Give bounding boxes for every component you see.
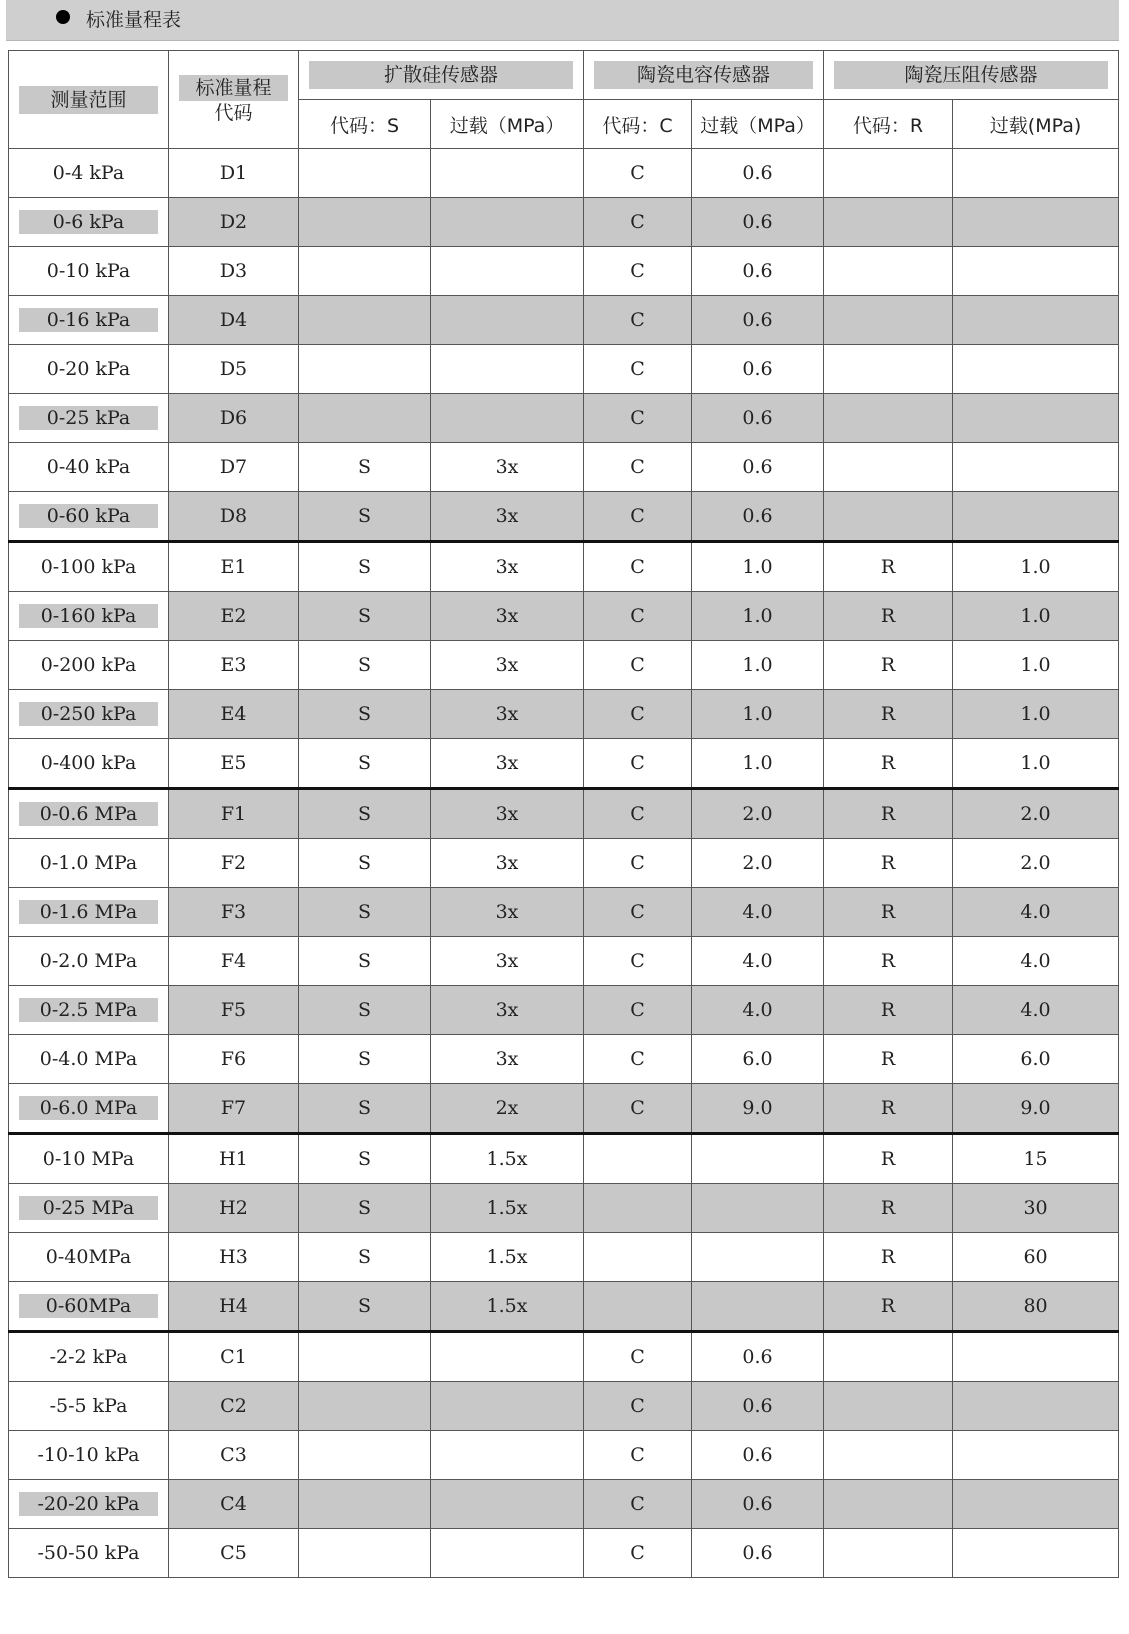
overload-s-cell bbox=[431, 1332, 584, 1382]
code-c-cell: C bbox=[584, 789, 692, 839]
code-r-cell: R bbox=[824, 986, 953, 1035]
code-c-cell: C bbox=[584, 443, 692, 492]
code-r-cell: R bbox=[824, 1282, 953, 1332]
overload-r-cell bbox=[953, 1529, 1119, 1578]
range-code-cell: D3 bbox=[169, 247, 299, 296]
overload-s-cell bbox=[431, 1431, 584, 1480]
code-s-cell: S bbox=[299, 492, 431, 542]
section-title: 标准量程表 bbox=[86, 9, 182, 31]
overload-r-cell: 4.0 bbox=[953, 986, 1119, 1035]
code-r-cell: R bbox=[824, 789, 953, 839]
overload-c-cell: 0.6 bbox=[692, 247, 824, 296]
range-code-cell: E3 bbox=[169, 641, 299, 690]
range-cell: 0-1.0 MPa bbox=[9, 839, 169, 888]
table-row bbox=[9, 1035, 1119, 1084]
overload-r-cell: 1.0 bbox=[953, 739, 1119, 789]
overload-c-cell: 1.0 bbox=[692, 592, 824, 641]
code-s-cell bbox=[299, 1431, 431, 1480]
overload-c-cell: 4.0 bbox=[692, 986, 824, 1035]
overload-s-cell: 3x bbox=[431, 739, 584, 789]
code-c-cell bbox=[584, 1233, 692, 1282]
code-s-cell: S bbox=[299, 839, 431, 888]
code-r-cell: R bbox=[824, 937, 953, 986]
overload-c-cell bbox=[692, 1233, 824, 1282]
overload-r-cell: 15 bbox=[953, 1134, 1119, 1184]
code-s-cell: S bbox=[299, 789, 431, 839]
code-r-cell bbox=[824, 296, 953, 345]
overload-r-cell: 80 bbox=[953, 1282, 1119, 1332]
code-r-cell: R bbox=[824, 1035, 953, 1084]
code-c-cell: C bbox=[584, 1084, 692, 1134]
overload-s-cell: 3x bbox=[431, 690, 584, 739]
overload-c-cell: 1.0 bbox=[692, 542, 824, 592]
overload-s-cell: 1.5x bbox=[431, 1282, 584, 1332]
code-s-cell: S bbox=[299, 690, 431, 739]
overload-c-cell: 0.6 bbox=[692, 1382, 824, 1431]
overload-c-cell: 0.6 bbox=[692, 149, 824, 198]
code-c-cell: C bbox=[584, 690, 692, 739]
code-r-cell bbox=[824, 198, 953, 247]
code-s-cell: S bbox=[299, 1282, 431, 1332]
code-s-cell bbox=[299, 247, 431, 296]
overload-c-cell: 2.0 bbox=[692, 839, 824, 888]
range-cell: -2-2 kPa bbox=[9, 1332, 169, 1382]
overload-c-cell: 4.0 bbox=[692, 888, 824, 937]
code-r-cell: R bbox=[824, 1233, 953, 1282]
range-cell: 0-25 kPa bbox=[9, 394, 169, 443]
overload-s-cell: 2x bbox=[431, 1084, 584, 1134]
code-r-cell: R bbox=[824, 739, 953, 789]
code-r-cell: R bbox=[824, 839, 953, 888]
code-c-cell: C bbox=[584, 986, 692, 1035]
range-cell: -50-50 kPa bbox=[9, 1529, 169, 1578]
range-code-cell: C3 bbox=[169, 1431, 299, 1480]
overload-r-cell bbox=[953, 198, 1119, 247]
overload-r-cell: 9.0 bbox=[953, 1084, 1119, 1134]
code-r-cell bbox=[824, 247, 953, 296]
code-s-cell bbox=[299, 394, 431, 443]
code-s-cell: S bbox=[299, 1084, 431, 1134]
overload-r-cell: 2.0 bbox=[953, 839, 1119, 888]
code-r-cell bbox=[824, 149, 953, 198]
range-cell: 0-6.0 MPa bbox=[9, 1084, 169, 1134]
overload-r-cell bbox=[953, 443, 1119, 492]
overload-r-cell bbox=[953, 296, 1119, 345]
range-code-cell: D1 bbox=[169, 149, 299, 198]
code-s-cell: S bbox=[299, 1134, 431, 1184]
overload-c-cell bbox=[692, 1184, 824, 1233]
range-cell: 0-6 kPa bbox=[9, 198, 169, 247]
table-row bbox=[9, 1529, 1119, 1578]
code-c-cell: C bbox=[584, 888, 692, 937]
code-r-cell: R bbox=[824, 888, 953, 937]
range-cell: -10-10 kPa bbox=[9, 1431, 169, 1480]
overload-s-cell: 3x bbox=[431, 789, 584, 839]
range-code-cell: D7 bbox=[169, 443, 299, 492]
overload-c-cell: 0.6 bbox=[692, 1529, 824, 1578]
code-s-cell bbox=[299, 1529, 431, 1578]
code-s-cell: S bbox=[299, 739, 431, 789]
range-cell: 0-25 MPa bbox=[9, 1184, 169, 1233]
code-s-cell bbox=[299, 149, 431, 198]
range-cell: 0-10 kPa bbox=[9, 247, 169, 296]
code-r-cell: R bbox=[824, 1134, 953, 1184]
range-cell: 0-0.6 MPa bbox=[9, 789, 169, 839]
overload-c-header: 过载（MPa） bbox=[692, 100, 824, 149]
overload-s-cell: 3x bbox=[431, 542, 584, 592]
table-row bbox=[9, 739, 1119, 789]
overload-s-cell bbox=[431, 198, 584, 247]
code-s-cell: S bbox=[299, 592, 431, 641]
range-cell: 0-40 kPa bbox=[9, 443, 169, 492]
range-cell: 0-160 kPa bbox=[9, 592, 169, 641]
group-header-ceramic-capacitive: 陶瓷电容传感器 bbox=[584, 51, 824, 100]
range-code-cell: E1 bbox=[169, 542, 299, 592]
code-c-cell: C bbox=[584, 345, 692, 394]
code-s-cell bbox=[299, 296, 431, 345]
range-code-cell: F5 bbox=[169, 986, 299, 1035]
range-cell: 0-20 kPa bbox=[9, 345, 169, 394]
range-code-cell: H4 bbox=[169, 1282, 299, 1332]
table-row bbox=[9, 492, 1119, 542]
code-s-cell: S bbox=[299, 986, 431, 1035]
code-c-cell: C bbox=[584, 492, 692, 542]
range-cell: 0-250 kPa bbox=[9, 690, 169, 739]
range-cell: 0-40MPa bbox=[9, 1233, 169, 1282]
code-c-cell: C bbox=[584, 839, 692, 888]
code-c-cell bbox=[584, 1184, 692, 1233]
overload-r-cell: 4.0 bbox=[953, 888, 1119, 937]
range-cell: 0-4.0 MPa bbox=[9, 1035, 169, 1084]
range-code-cell: F3 bbox=[169, 888, 299, 937]
table-row bbox=[9, 1332, 1119, 1382]
code-r-cell: R bbox=[824, 592, 953, 641]
overload-c-cell: 0.6 bbox=[692, 1431, 824, 1480]
overload-c-cell: 1.0 bbox=[692, 641, 824, 690]
overload-r-cell: 30 bbox=[953, 1184, 1119, 1233]
bullet-icon bbox=[56, 10, 70, 24]
code-s-cell: S bbox=[299, 1035, 431, 1084]
range-code-cell: F7 bbox=[169, 1084, 299, 1134]
overload-r-cell: 6.0 bbox=[953, 1035, 1119, 1084]
overload-c-cell: 0.6 bbox=[692, 198, 824, 247]
code-r-cell bbox=[824, 1382, 953, 1431]
code-r-cell: R bbox=[824, 641, 953, 690]
overload-r-cell bbox=[953, 247, 1119, 296]
code-r-cell bbox=[824, 1431, 953, 1480]
overload-c-cell: 0.6 bbox=[692, 1480, 824, 1529]
range-code-cell: H3 bbox=[169, 1233, 299, 1282]
table-row bbox=[9, 937, 1119, 986]
overload-c-cell: 2.0 bbox=[692, 789, 824, 839]
overload-c-cell: 9.0 bbox=[692, 1084, 824, 1134]
code-r-cell bbox=[824, 443, 953, 492]
overload-r-cell: 60 bbox=[953, 1233, 1119, 1282]
table-row bbox=[9, 198, 1119, 247]
code-s-cell: S bbox=[299, 1184, 431, 1233]
code-s-cell: S bbox=[299, 888, 431, 937]
section-title-bar bbox=[6, 0, 1119, 41]
overload-c-cell: 1.0 bbox=[692, 739, 824, 789]
overload-c-cell: 0.6 bbox=[692, 345, 824, 394]
overload-s-cell bbox=[431, 149, 584, 198]
code-s-cell bbox=[299, 1332, 431, 1382]
code-c-header: 代码：C bbox=[584, 100, 692, 149]
code-c-cell: C bbox=[584, 641, 692, 690]
overload-c-cell: 0.6 bbox=[692, 492, 824, 542]
overload-c-cell bbox=[692, 1282, 824, 1332]
code-s-cell: S bbox=[299, 1233, 431, 1282]
range-code-cell: D8 bbox=[169, 492, 299, 542]
table-row bbox=[9, 394, 1119, 443]
overload-s-cell: 3x bbox=[431, 443, 584, 492]
code-c-cell bbox=[584, 1282, 692, 1332]
overload-s-cell: 3x bbox=[431, 839, 584, 888]
table-row bbox=[9, 149, 1119, 198]
overload-r-cell bbox=[953, 1332, 1119, 1382]
range-code-cell: D2 bbox=[169, 198, 299, 247]
range-code-cell: C5 bbox=[169, 1529, 299, 1578]
overload-s-cell: 1.5x bbox=[431, 1134, 584, 1184]
overload-s-cell: 3x bbox=[431, 641, 584, 690]
code-r-cell bbox=[824, 492, 953, 542]
code-c-cell: C bbox=[584, 296, 692, 345]
overload-s-cell: 1.5x bbox=[431, 1184, 584, 1233]
range-cell: 0-100 kPa bbox=[9, 542, 169, 592]
table-row bbox=[9, 641, 1119, 690]
overload-r-header: 过载(MPa) bbox=[953, 100, 1119, 149]
range-code-cell: F1 bbox=[169, 789, 299, 839]
table-row bbox=[9, 986, 1119, 1035]
range-cell: 0-4 kPa bbox=[9, 149, 169, 198]
range-cell: 0-16 kPa bbox=[9, 296, 169, 345]
table-row bbox=[9, 789, 1119, 839]
overload-s-cell bbox=[431, 345, 584, 394]
overload-c-cell: 0.6 bbox=[692, 296, 824, 345]
range-cell: 0-2.0 MPa bbox=[9, 937, 169, 986]
code-r-cell: R bbox=[824, 542, 953, 592]
range-code-cell: E2 bbox=[169, 592, 299, 641]
range-code-cell: C4 bbox=[169, 1480, 299, 1529]
range-code-cell: H1 bbox=[169, 1134, 299, 1184]
overload-c-cell: 0.6 bbox=[692, 443, 824, 492]
table-row bbox=[9, 1184, 1119, 1233]
code-s-cell: S bbox=[299, 937, 431, 986]
overload-s-cell bbox=[431, 1480, 584, 1529]
code-r-cell bbox=[824, 345, 953, 394]
overload-r-cell bbox=[953, 492, 1119, 542]
code-s-cell: S bbox=[299, 641, 431, 690]
overload-s-cell bbox=[431, 1382, 584, 1431]
overload-r-cell: 1.0 bbox=[953, 542, 1119, 592]
code-c-cell: C bbox=[584, 198, 692, 247]
overload-r-cell bbox=[953, 1480, 1119, 1529]
range-cell: 0-400 kPa bbox=[9, 739, 169, 789]
overload-s-cell: 3x bbox=[431, 888, 584, 937]
overload-r-cell: 4.0 bbox=[953, 937, 1119, 986]
overload-s-cell bbox=[431, 296, 584, 345]
code-c-cell: C bbox=[584, 1382, 692, 1431]
overload-r-cell: 1.0 bbox=[953, 592, 1119, 641]
code-c-cell: C bbox=[584, 592, 692, 641]
table-row bbox=[9, 592, 1119, 641]
overload-c-cell: 0.6 bbox=[692, 1332, 824, 1382]
table-row bbox=[9, 1431, 1119, 1480]
table-row bbox=[9, 1382, 1119, 1431]
overload-s-cell: 3x bbox=[431, 592, 584, 641]
code-s-header: 代码：S bbox=[299, 100, 431, 149]
code-r-cell: R bbox=[824, 1084, 953, 1134]
range-code-cell: E4 bbox=[169, 690, 299, 739]
range-cell: 0-200 kPa bbox=[9, 641, 169, 690]
table-row bbox=[9, 1134, 1119, 1184]
table-row bbox=[9, 1282, 1119, 1332]
table-row bbox=[9, 1233, 1119, 1282]
code-r-header: 代码：R bbox=[824, 100, 953, 149]
overload-s-cell: 3x bbox=[431, 986, 584, 1035]
overload-r-cell: 1.0 bbox=[953, 690, 1119, 739]
overload-s-cell: 3x bbox=[431, 937, 584, 986]
overload-c-cell: 6.0 bbox=[692, 1035, 824, 1084]
overload-r-cell bbox=[953, 1431, 1119, 1480]
code-c-cell: C bbox=[584, 149, 692, 198]
overload-c-cell: 4.0 bbox=[692, 937, 824, 986]
range-code-cell: F6 bbox=[169, 1035, 299, 1084]
overload-c-cell: 1.0 bbox=[692, 690, 824, 739]
table-row bbox=[9, 888, 1119, 937]
range-code-cell: D6 bbox=[169, 394, 299, 443]
range-code-cell: D4 bbox=[169, 296, 299, 345]
code-c-cell: C bbox=[584, 1480, 692, 1529]
table-row bbox=[9, 1480, 1119, 1529]
code-c-cell: C bbox=[584, 1035, 692, 1084]
code-s-cell bbox=[299, 1480, 431, 1529]
overload-r-cell bbox=[953, 394, 1119, 443]
range-code-cell: D5 bbox=[169, 345, 299, 394]
code-c-cell: C bbox=[584, 394, 692, 443]
overload-r-cell bbox=[953, 345, 1119, 394]
overload-s-cell: 3x bbox=[431, 1035, 584, 1084]
code-r-cell: R bbox=[824, 1184, 953, 1233]
range-code-cell: F4 bbox=[169, 937, 299, 986]
range-cell: 0-60MPa bbox=[9, 1282, 169, 1332]
code-s-cell: S bbox=[299, 542, 431, 592]
group-header-ceramic-piezoresistive: 陶瓷压阻传感器 bbox=[824, 51, 1119, 100]
overload-s-cell: 3x bbox=[431, 492, 584, 542]
standard-range-table bbox=[8, 50, 1119, 1578]
range-code-cell: F2 bbox=[169, 839, 299, 888]
range-cell: 0-2.5 MPa bbox=[9, 986, 169, 1035]
code-s-cell bbox=[299, 198, 431, 247]
overload-r-cell bbox=[953, 149, 1119, 198]
table-row bbox=[9, 690, 1119, 739]
code-c-cell: C bbox=[584, 1332, 692, 1382]
table-row bbox=[9, 345, 1119, 394]
range-cell: 0-10 MPa bbox=[9, 1134, 169, 1184]
code-c-cell: C bbox=[584, 1431, 692, 1480]
overload-r-cell bbox=[953, 1382, 1119, 1431]
table-row bbox=[9, 839, 1119, 888]
code-r-cell bbox=[824, 1332, 953, 1382]
overload-s-header: 过载（MPa） bbox=[431, 100, 584, 149]
range-code-column-header: 标准量程 代码 bbox=[169, 51, 299, 149]
overload-c-cell bbox=[692, 1134, 824, 1184]
table-row bbox=[9, 443, 1119, 492]
overload-s-cell bbox=[431, 394, 584, 443]
code-r-cell bbox=[824, 394, 953, 443]
range-column-header: 测量范围 bbox=[9, 51, 169, 149]
range-cell: -20-20 kPa bbox=[9, 1480, 169, 1529]
range-code-cell: E5 bbox=[169, 739, 299, 789]
range-code-cell: C1 bbox=[169, 1332, 299, 1382]
code-c-cell: C bbox=[584, 247, 692, 296]
code-c-cell bbox=[584, 1134, 692, 1184]
code-r-cell bbox=[824, 1480, 953, 1529]
range-cell: -5-5 kPa bbox=[9, 1382, 169, 1431]
overload-s-cell: 1.5x bbox=[431, 1233, 584, 1282]
code-s-cell bbox=[299, 345, 431, 394]
overload-r-cell: 2.0 bbox=[953, 789, 1119, 839]
range-code-cell: C2 bbox=[169, 1382, 299, 1431]
overload-r-cell: 1.0 bbox=[953, 641, 1119, 690]
overload-s-cell bbox=[431, 1529, 584, 1578]
code-c-cell: C bbox=[584, 937, 692, 986]
code-s-cell bbox=[299, 1382, 431, 1431]
table-row bbox=[9, 542, 1119, 592]
range-cell: 0-60 kPa bbox=[9, 492, 169, 542]
range-cell: 0-1.6 MPa bbox=[9, 888, 169, 937]
table-row bbox=[9, 247, 1119, 296]
code-c-cell: C bbox=[584, 739, 692, 789]
code-r-cell bbox=[824, 1529, 953, 1578]
code-c-cell: C bbox=[584, 542, 692, 592]
overload-c-cell: 0.6 bbox=[692, 394, 824, 443]
table-row bbox=[9, 1084, 1119, 1134]
table-row bbox=[9, 296, 1119, 345]
code-r-cell: R bbox=[824, 690, 953, 739]
range-code-cell: H2 bbox=[169, 1184, 299, 1233]
code-s-cell: S bbox=[299, 443, 431, 492]
overload-s-cell bbox=[431, 247, 584, 296]
code-c-cell: C bbox=[584, 1529, 692, 1578]
group-header-diffused-silicon: 扩散硅传感器 bbox=[299, 51, 584, 100]
